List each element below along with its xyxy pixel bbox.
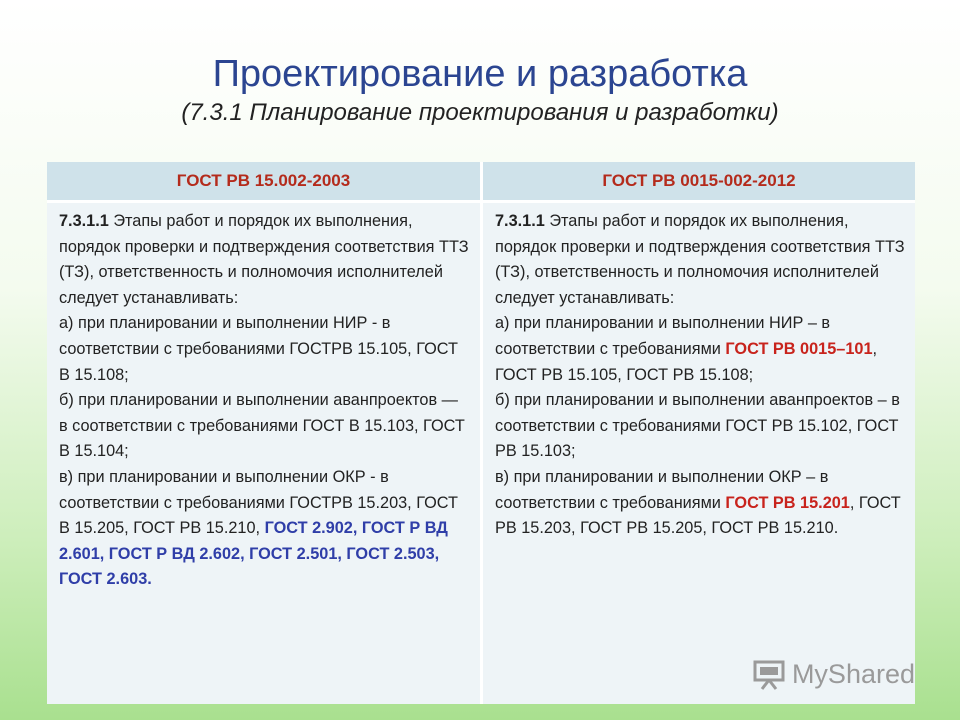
item-a-post: , ГОСТ РВ 15.105, ГОСТ РВ 15.108; xyxy=(495,339,878,384)
item-c-highlight: ГОСТ 2.902, ГОСТ Р ВД 2.601, ГОСТ Р ВД 2.602, ГОСТ 2.501, ГОСТ 2.503, ГОСТ 2.603. xyxy=(59,519,448,589)
item-c-highlight: ГОСТ РВ 15.201 xyxy=(725,493,850,512)
intro-text: Этапы работ и порядок их выполнения, порядок проверки и подтверждения соответствия ТТЗ (ТЗ), ответственность и полномочия исполнителей следует устанавливать: xyxy=(495,212,905,307)
cell-right xyxy=(483,203,915,704)
presentation-board-icon xyxy=(752,657,786,691)
slide-title: Проектирование и разработка xyxy=(212,53,748,95)
watermark-text: MyShared xyxy=(791,658,915,689)
cell-left xyxy=(47,203,480,704)
paragraph-intro xyxy=(59,209,470,311)
clause-number: 7.3.1.1 xyxy=(495,212,545,230)
item-c xyxy=(59,465,470,593)
watermark xyxy=(752,654,915,694)
item-a-pre: а) при планировании и выполнении НИР – в соответствии с требованиями xyxy=(495,314,831,358)
slide-subtitle: (7.3.1 Планирование проектирования и разработки) xyxy=(181,99,779,126)
clause-number: 7.3.1.1 xyxy=(59,212,109,230)
paragraph-intro xyxy=(495,209,905,311)
column-header-right: ГОСТ РВ 0015-002-2012 xyxy=(483,162,915,200)
item-c-pre: в) при планировании и выполнении ОКР – в соответствии с требованиями xyxy=(495,467,829,512)
comparison-table xyxy=(47,162,915,704)
item-b: б) при планировании и выполнении аванпроектов — в соответствии с требованиями ГОСТ В 15.103, ГОСТ В 15.104; xyxy=(59,391,465,461)
item-a-highlight: ГОСТ РВ 0015–101 xyxy=(725,339,873,358)
item-c xyxy=(495,465,905,542)
item-c-text: в) при планировании и выполнении ОКР - в соответствии с требованиями ГОСТРВ 15.203, ГОСТ В 15.205, ГОСТ РВ 15.210, xyxy=(59,467,458,538)
item-a: а) при планировании и выполнении НИР - в соответствии с требованиями ГОСТРВ 15.105, ГОСТ В 15.108; xyxy=(59,314,458,384)
column-header-left: ГОСТ РВ 15.002-2003 xyxy=(47,162,480,200)
item-b: б) при планировании и выполнении аванпроектов – в соответствии с требованиями ГОСТ РВ 15.102, ГОСТ РВ 15.103; xyxy=(495,391,900,461)
intro-text: Этапы работ и порядок их выполнения, порядок проверки и подтверждения соответствия ТТЗ (ТЗ), ответственность и полномочия исполнителей следует устанавливать: xyxy=(59,212,469,307)
item-a xyxy=(495,311,905,388)
item-c-post: , ГОСТ РВ 15.203, ГОСТ РВ 15.205, ГОСТ РВ 15.210. xyxy=(495,493,901,538)
